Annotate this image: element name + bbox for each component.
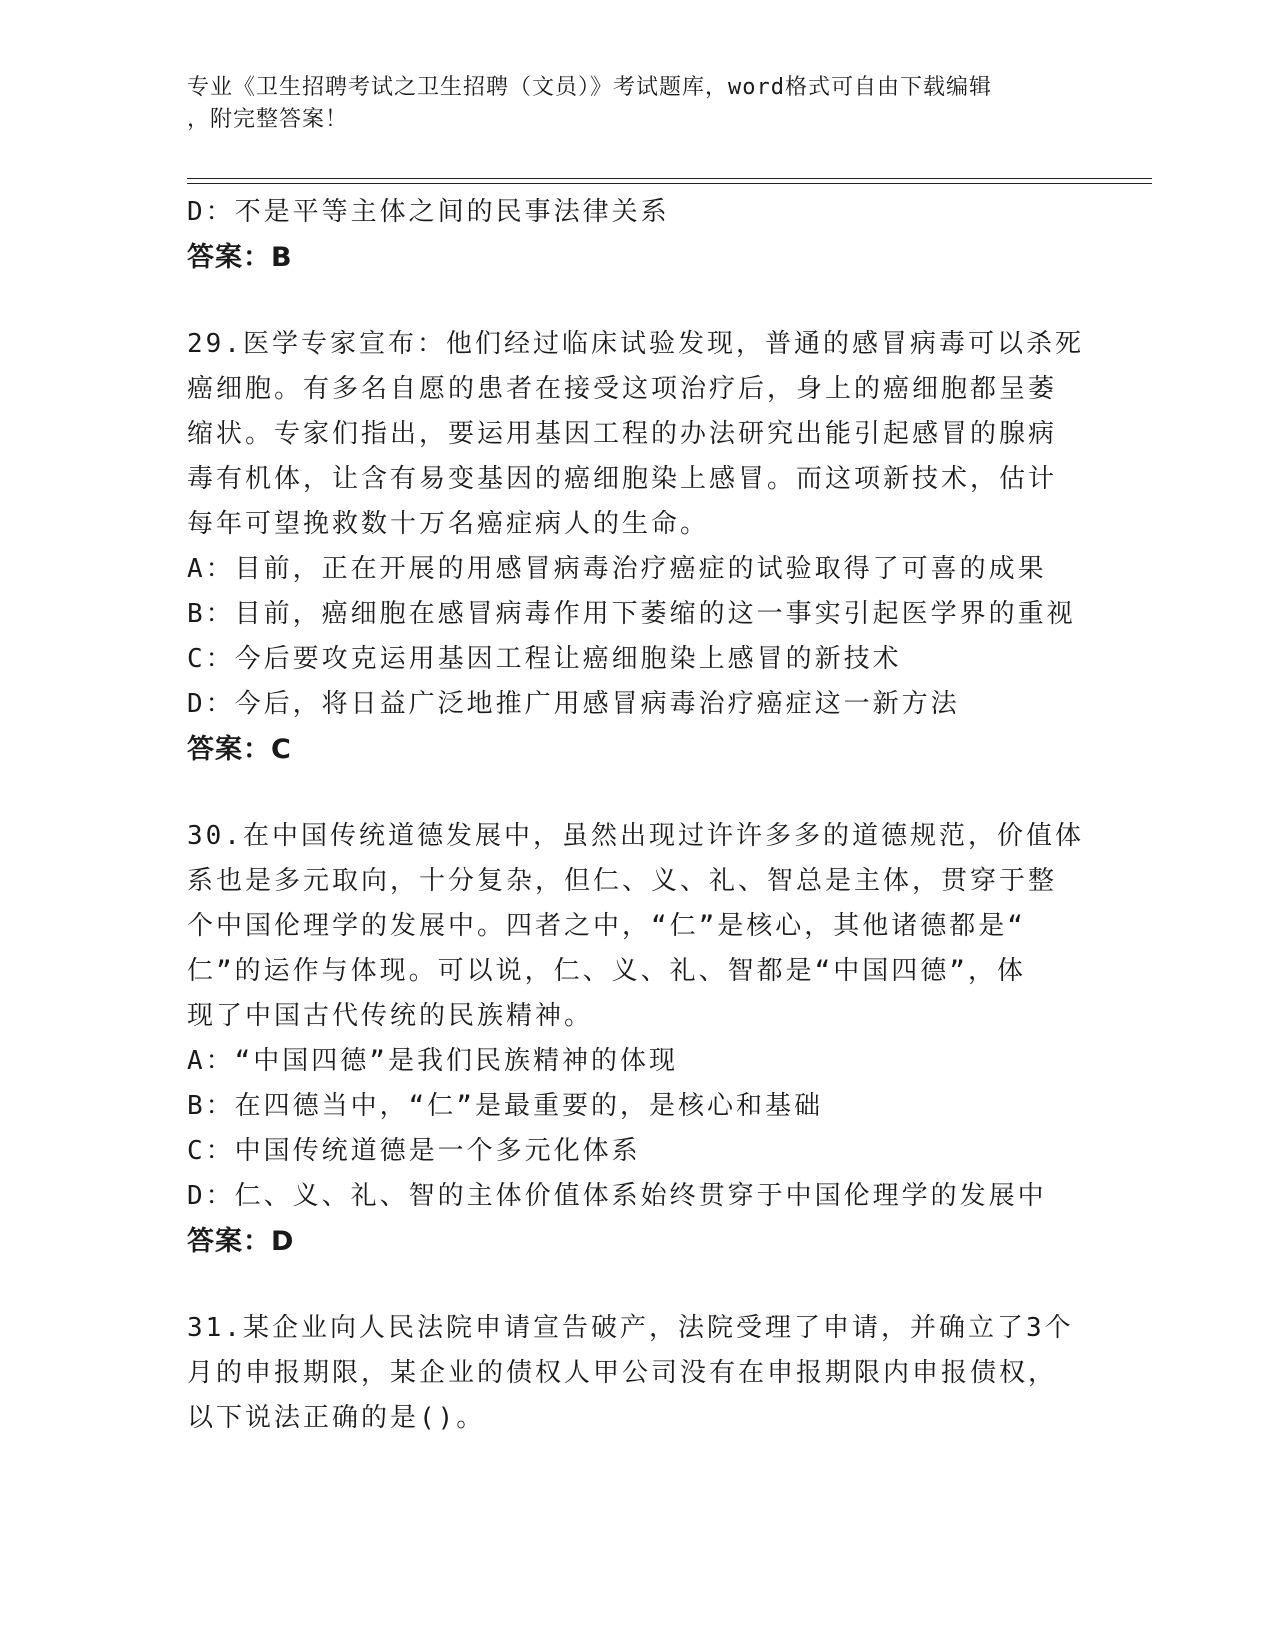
stem-line: 31.某企业向人民法院申请宣告破产，法院受理了申请，并确立了3个 [187,1313,1074,1343]
option-b: B：目前，癌细胞在感冒病毒作用下萎缩的这一事实引起医学界的重视 [187,599,1076,629]
question-31 [187,1306,1087,1441]
stem-line: 癌细胞。有多名自愿的患者在接受这项治疗后，身上的癌细胞都呈萎 [187,374,1058,404]
stem-line: 现了中国古代传统的民族精神。 [187,1001,594,1031]
stem-line: 以下说法正确的是()。 [187,1403,486,1433]
question-stem [187,322,1087,547]
document-header [187,72,1067,136]
stem-line: 缩状。专家们指出，要运用基因工程的办法研究出能引起感冒的腺病 [187,419,1058,449]
document-body [187,190,1087,1441]
option-b: B：在四德当中，“仁”是最重要的，是核心和基础 [187,1091,823,1121]
option-a: A：目前，正在开展的用感冒病毒治疗癌症的试验取得了可喜的成果 [187,554,1047,584]
option-d: D：不是平等主体之间的民事法律关系 [187,197,670,227]
option-d: D：仁、义、礼、智的主体价值体系始终贯穿于中国伦理学的发展中 [187,1181,1047,1211]
question-stem [187,1306,1087,1441]
answer-line: 答案：B [187,242,293,273]
stem-line: 29.医学专家宣布：他们经过临床试验发现，普通的感冒病毒可以杀死 [187,329,1084,359]
header-line-2: ，附完整答案！ [187,107,349,132]
stem-line: 个中国伦理学的发展中。四者之中，“仁”是核心，其他诸德都是“ [187,911,1026,941]
header-rule-bottom [187,183,1152,184]
option-c: C：中国传统道德是一个多元化体系 [187,1136,641,1166]
header-line-1: 专业《卫生招聘考试之卫生招聘（文员）》考试题库，word格式可自由下载编辑 [187,75,992,100]
question-stem [187,814,1087,1039]
prev-question-tail [187,190,1087,280]
stem-line: 系也是多元取向，十分复杂，但仁、义、礼、智总是主体，贯穿于整 [187,866,1058,896]
stem-line: 每年可望挽救数十万名癌症病人的生命。 [187,509,710,539]
header-rule-top [187,178,1152,179]
stem-line: 仁”的运作与体现。可以说，仁、义、礼、智都是“中国四德”，体 [187,956,1026,986]
option-a: A：“中国四德”是我们民族精神的体现 [187,1046,678,1076]
question-30 [187,814,1087,1264]
question-29 [187,322,1087,772]
stem-line: 30.在中国传统道德发展中，虽然出现过许许多多的道德规范，价值体 [187,821,1084,851]
option-c: C：今后要攻克运用基因工程让癌细胞染上感冒的新技术 [187,644,902,674]
answer-line: 答案：D [187,1226,295,1257]
option-d: D：今后，将日益广泛地推广用感冒病毒治疗癌症这一新方法 [187,689,960,719]
answer-line: 答案：C [187,734,292,765]
stem-line: 毒有机体，让含有易变基因的癌细胞染上感冒。而这项新技术，估计 [187,464,1058,494]
stem-line: 月的申报期限，某企业的债权人甲公司没有在申报期限内申报债权， [187,1358,1058,1388]
